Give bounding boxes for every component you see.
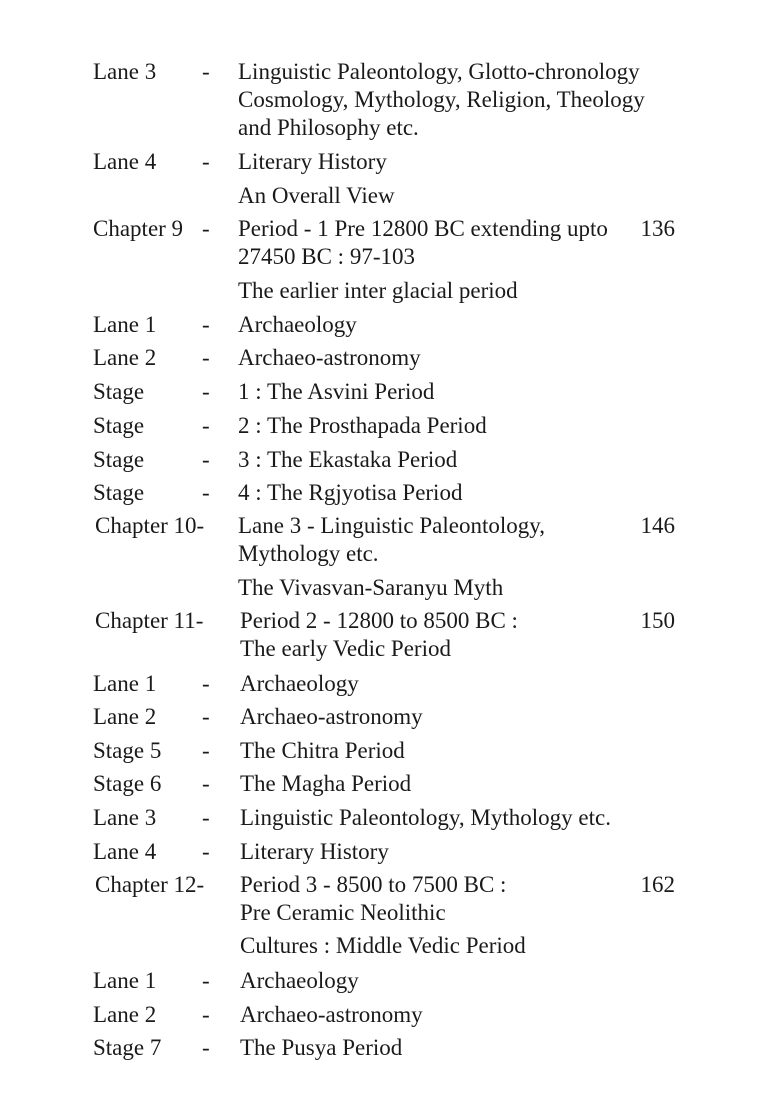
- toc-title: Cultures : Middle Vedic Period: [240, 933, 526, 958]
- toc-separator: -: [202, 149, 210, 174]
- toc-row: [0, 870, 780, 900]
- toc-title: Archaeology: [240, 671, 359, 696]
- toc-title: 27450 BC : 97-103: [238, 244, 415, 269]
- toc-title: Archaeo-astronomy: [240, 1002, 423, 1027]
- toc-row: [0, 181, 780, 211]
- toc-label: Lane 1: [93, 671, 157, 696]
- toc-separator: -: [202, 968, 210, 993]
- toc-title: Pre Ceramic Neolithic: [240, 900, 446, 925]
- toc-row: [0, 511, 780, 541]
- toc-label: Lane 1: [93, 312, 157, 337]
- toc-title: Mythology etc.: [238, 541, 379, 566]
- toc-title: Archaeology: [238, 312, 357, 337]
- toc-row: [0, 85, 780, 115]
- toc-separator: -: [202, 312, 210, 337]
- toc-row: [0, 898, 780, 928]
- toc-label: Lane 2: [93, 1002, 157, 1027]
- toc-separator: -: [202, 671, 210, 696]
- toc-title: The early Vedic Period: [240, 636, 451, 661]
- toc-row: [0, 478, 780, 508]
- toc-separator: -: [202, 1035, 210, 1060]
- toc-row: [0, 966, 780, 996]
- toc-title: The Vivasvan-Saranyu Myth: [238, 575, 504, 600]
- toc-title: The Pusya Period: [240, 1035, 403, 1060]
- toc-row: [0, 113, 780, 143]
- toc-title: 2 : The Prosthapada Period: [238, 413, 487, 438]
- toc-row: [0, 242, 780, 272]
- toc-separator: -: [202, 771, 210, 796]
- toc-label: Lane 1: [93, 968, 157, 993]
- toc-row: [0, 606, 780, 636]
- toc-row: [0, 343, 780, 373]
- toc-title: The earlier inter glacial period: [238, 278, 518, 303]
- toc-row: [0, 1000, 780, 1030]
- toc-row: [0, 310, 780, 340]
- toc-title: Literary History: [238, 149, 387, 174]
- toc-row: [0, 803, 780, 833]
- toc-label: Stage: [93, 413, 145, 438]
- toc-title: and Philosophy etc.: [238, 115, 419, 140]
- toc-title: 1 : The Asvini Period: [238, 379, 435, 404]
- toc-row: [0, 573, 780, 603]
- toc-label: Stage 7: [93, 1035, 162, 1060]
- toc-row: [0, 57, 780, 87]
- toc-label: Lane 4: [93, 149, 157, 174]
- toc-page-number: 146: [640, 513, 675, 538]
- toc-title: Linguistic Paleontology, Glotto-chronology: [238, 59, 640, 84]
- toc-label: Stage: [93, 379, 145, 404]
- toc-row: [0, 276, 780, 306]
- toc-row: [0, 769, 780, 799]
- toc-title: Archaeo-astronomy: [240, 704, 423, 729]
- toc-title: Archaeology: [240, 968, 359, 993]
- toc-label: Stage: [93, 480, 145, 505]
- toc-title: 4 : The Rgjyotisa Period: [238, 480, 463, 505]
- toc-row: [0, 931, 780, 961]
- toc-separator: -: [202, 345, 210, 370]
- toc-row: [0, 634, 780, 664]
- toc-page-number: 136: [640, 216, 675, 241]
- toc-title: Archaeo-astronomy: [238, 345, 421, 370]
- toc-row: [0, 1033, 780, 1063]
- toc-title: Lane 3 - Linguistic Paleontology,: [238, 513, 546, 538]
- toc-separator: -: [202, 379, 210, 404]
- toc-separator: -: [202, 1002, 210, 1027]
- toc-label: Stage 6: [93, 771, 162, 796]
- toc-label: Stage 5: [93, 738, 162, 763]
- toc-label: Lane 2: [93, 345, 157, 370]
- toc-label: Lane 3: [93, 805, 157, 830]
- toc-title: 3 : The Ekastaka Period: [238, 447, 458, 472]
- toc-label: Chapter 11-: [95, 608, 204, 633]
- toc-page-number: 162: [640, 872, 675, 897]
- toc-separator: -: [202, 413, 210, 438]
- toc-title: Period 2 - 12800 to 8500 BC :: [240, 608, 518, 633]
- toc-title: Linguistic Paleontology, Mythology etc.: [240, 805, 611, 830]
- toc-separator: -: [202, 216, 210, 241]
- toc-row: [0, 669, 780, 699]
- toc-label: Chapter 9: [93, 216, 184, 241]
- toc-title: The Chitra Period: [240, 738, 405, 763]
- toc-row: [0, 147, 780, 177]
- toc-title: An Overall View: [238, 183, 395, 208]
- toc-separator: -: [202, 447, 210, 472]
- toc-row: [0, 214, 780, 244]
- toc-title: Period - 1 Pre 12800 BC extending upto: [238, 216, 608, 241]
- toc-row: [0, 377, 780, 407]
- toc-row: [0, 837, 780, 867]
- toc-label: Lane 3: [93, 59, 157, 84]
- toc-label: Chapter 10-: [95, 513, 205, 538]
- toc-row: [0, 445, 780, 475]
- toc-separator: -: [202, 480, 210, 505]
- toc-separator: -: [202, 704, 210, 729]
- toc-title: Cosmology, Mythology, Religion, Theology: [238, 87, 645, 112]
- toc-row: [0, 539, 780, 569]
- toc-separator: -: [202, 59, 210, 84]
- toc-label: Lane 4: [93, 839, 157, 864]
- toc-title: Literary History: [240, 839, 389, 864]
- toc-row: [0, 736, 780, 766]
- toc-row: [0, 411, 780, 441]
- toc-label: Lane 2: [93, 704, 157, 729]
- toc-label: Chapter 12-: [95, 872, 205, 897]
- toc-separator: -: [202, 805, 210, 830]
- toc-label: Stage: [93, 447, 145, 472]
- toc-separator: -: [202, 839, 210, 864]
- toc-row: [0, 702, 780, 732]
- toc-page-number: 150: [640, 608, 675, 633]
- toc-title: Period 3 - 8500 to 7500 BC :: [240, 872, 507, 897]
- toc-title: The Magha Period: [240, 771, 412, 796]
- toc-separator: -: [202, 738, 210, 763]
